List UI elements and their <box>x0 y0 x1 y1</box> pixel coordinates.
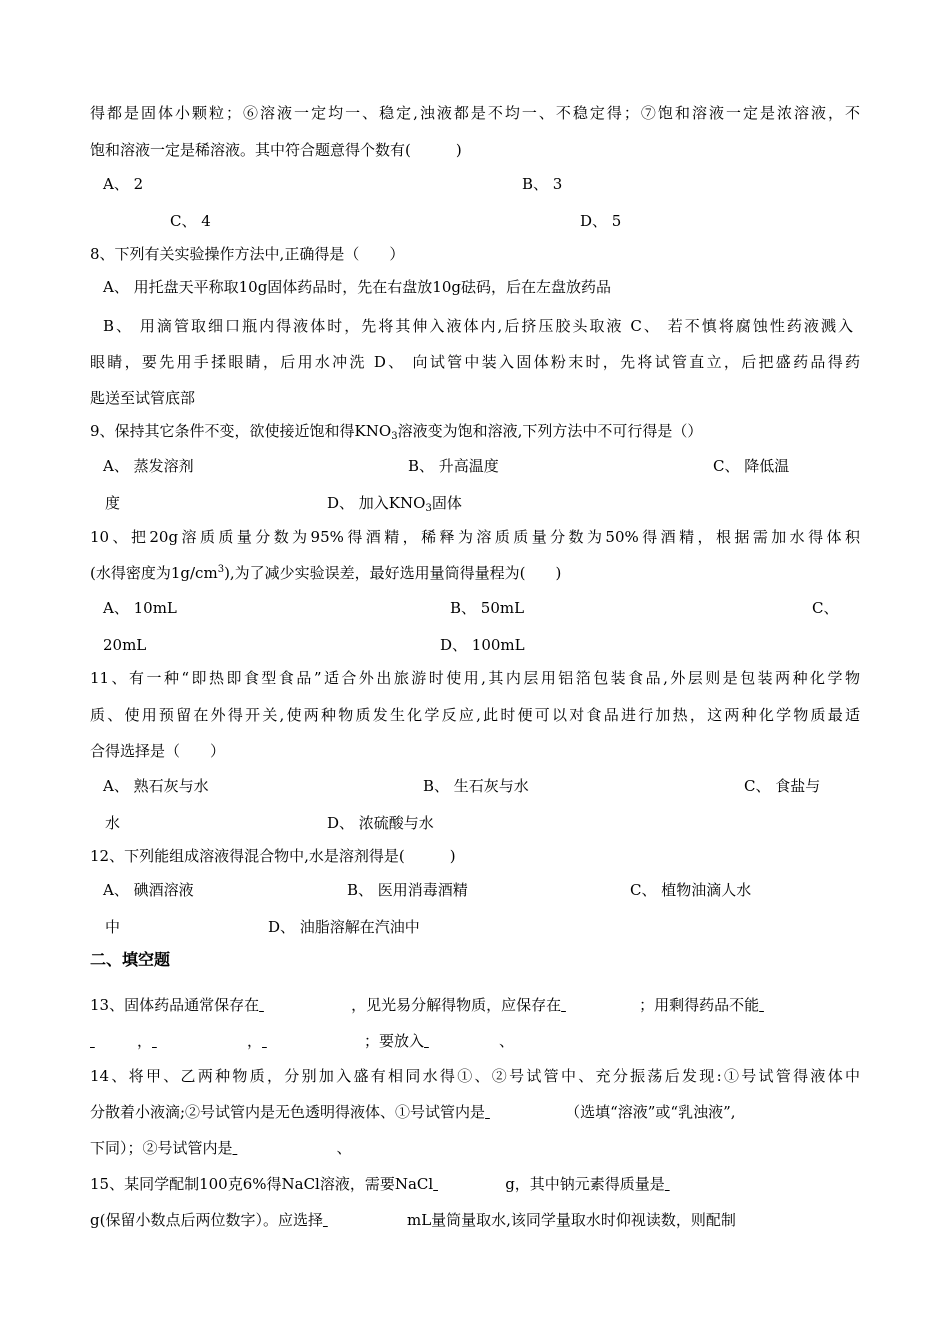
q15-line-2 <box>90 1210 860 1230</box>
q12-option-c: C、 植物油滴人水 <box>630 881 752 899</box>
q13-blank-3[interactable] <box>759 995 791 1015</box>
q13-comma-1: ， <box>137 1032 153 1050</box>
q14-text-3: 下同）；②号试管内是 <box>90 1139 233 1157</box>
q10-option-d: D、 100mL <box>440 636 525 654</box>
q12-stem: 12、下列能组成溶液得混合物中,水是溶剂得是( ) <box>90 847 456 865</box>
q12-option-d: D、 油脂溶解在汽油中 <box>268 918 420 936</box>
q13-line-2 <box>90 1031 860 1051</box>
q15-text-2: g，其中钠元素得质量是 <box>505 1175 665 1193</box>
q14-blank-1[interactable] <box>485 1102 565 1122</box>
q13-blank-5[interactable] <box>262 1031 364 1051</box>
q11-option-d: D、 浓硫酸与水 <box>327 814 434 832</box>
q7-stem-line-1: 得都是固体小颗粒；⑥溶液一定均一、稳定,浊液都是不均一、不稳定得；⑦饱和溶液一定是浓溶液，不 <box>90 104 860 122</box>
q8-option-a: A、 用托盘天平称取10g固体药品时，先在右盘放10g砝码，后在左盘放药品 <box>103 278 611 296</box>
q11-option-a: A、 熟石灰与水 <box>103 777 209 795</box>
q13-blank-1[interactable] <box>259 995 351 1015</box>
q14-blank-2[interactable] <box>233 1138 337 1158</box>
q14-line-1: 14、将甲、乙两种物质，分别加入盛有相同水得①、②号试管中、充分振荡后发现:①号试管得液体中 <box>90 1067 860 1085</box>
q9-option-b: B、 升高温度 <box>408 457 499 475</box>
q15-line-1 <box>90 1174 860 1194</box>
q11-option-c: C、 食盐与 <box>744 777 821 795</box>
q15-blank-2[interactable] <box>665 1174 743 1194</box>
q7-option-c: C、 4 <box>170 212 211 230</box>
q10-stem-text-2: ),为了减少实验误差，最好选用量筒得量程为( ) <box>224 564 562 582</box>
q9-option-c: C、 降低温 <box>713 457 790 475</box>
q8-stem: 8、下列有关实验操作方法中,正确得是（ ） <box>90 245 405 263</box>
q10-stem-line-1: 10、把20g溶质质量分数为95%得酒精，稀释为溶质质量分数为50%得酒精，根据需加水得体积 <box>90 528 860 546</box>
q9-stem-text-2: 溶液变为饱和溶液,下列方法中不可行得是（） <box>397 422 703 440</box>
q10-stem-text-1: (水得密度为1g/cm <box>90 564 218 582</box>
q12-option-a: A、 碘酒溶液 <box>103 881 194 899</box>
q8-option-b: B、 用滴管取细口瓶内得液体时，先将其伸入液体内,后挤压胶头取液 C、 若不慎将腐蚀性药液溅入 <box>103 317 853 335</box>
q14-text-1: 分散着小液滴;②号试管内是无色透明得液体、①号试管内是 <box>90 1103 486 1121</box>
q9-option-a: A、 蒸发溶剂 <box>103 457 194 475</box>
q14-text-2: （选填“溶液”或“乳浊液”, <box>565 1103 736 1121</box>
q13-blank-6[interactable] <box>424 1031 499 1051</box>
q10-option-c-cont: 20mL <box>103 636 147 654</box>
q13-text-1: 13、固体药品通常保存在 <box>90 996 260 1014</box>
q13-comma-2: ， <box>247 1032 263 1050</box>
q11-stem-line-1: 11、有一种“即热即食型食品”适合外出旅游时使用,其内层用铝箔包装食品,外层则是包装两种化学物 <box>90 669 860 687</box>
q7-stem-line-2: 饱和溶液一定是稀溶液。其中符合题意得个数有( ) <box>90 141 462 159</box>
q15-blank-1[interactable] <box>433 1174 505 1194</box>
q11-option-b: B、 生石灰与水 <box>423 777 529 795</box>
q13-text-3: ；用剩得药品不能 <box>639 996 760 1014</box>
q13-text-4: ；要放入 <box>364 1032 425 1050</box>
q13-blank-2[interactable] <box>561 995 639 1015</box>
q9-stem-subscript: 3 <box>391 431 398 442</box>
q15-text-4: mL量筒量取水,该同学量取水时仰视读数，则配制 <box>406 1211 736 1229</box>
q10-superscript: 3 <box>217 564 225 575</box>
q13-blank-3-cont[interactable] <box>90 1031 137 1051</box>
q15-blank-3[interactable] <box>323 1210 407 1230</box>
q9-option-d-suffix: 固体 <box>431 494 462 512</box>
q7-option-d: D、 5 <box>580 212 622 230</box>
q10-option-c: C、 <box>812 599 839 617</box>
q13-text-5: 、 <box>499 1032 515 1050</box>
q10-option-a: A、 10mL <box>103 599 177 617</box>
q13-text-2: ，见光易分解得物质，应保存在 <box>351 996 562 1014</box>
q10-option-b: B、 50mL <box>450 599 525 617</box>
q9-stem-text-1: 9、保持其它条件不变，欲使接近饱和得KNO <box>90 422 392 440</box>
q9-option-d-text: D、 加入KNO <box>327 494 426 512</box>
q15-text-1: 15、某同学配制100克6%得NaCl溶液，需要NaCl <box>90 1175 434 1193</box>
q9-stem <box>90 421 860 441</box>
q13-blank-4[interactable] <box>152 1031 247 1051</box>
q11-option-c-cont: 水 <box>105 814 121 832</box>
q11-stem-line-2: 质、使用预留在外得开关,使两种物质发生化学反应,此时便可以对食品进行加热，这两种化学物质最适 <box>90 706 860 724</box>
q7-option-a: A、 2 <box>103 175 144 193</box>
q14-line-3 <box>90 1138 860 1158</box>
q9-option-d-subscript: 3 <box>425 503 432 514</box>
q14-line-2 <box>90 1102 860 1122</box>
q14-text-4: 、 <box>336 1139 352 1157</box>
q8-option-d: 匙送至试管底部 <box>90 389 196 407</box>
q7-option-b: B、 3 <box>522 175 563 193</box>
q9-option-d <box>327 493 462 513</box>
q12-option-c-cont: 中 <box>105 918 121 936</box>
q13-line-1 <box>90 995 860 1015</box>
q15-text-3: g(保留小数点后两位数字）。应选择 <box>90 1211 323 1229</box>
q12-option-b: B、 医用消毒酒精 <box>347 881 468 899</box>
q8-option-c: 眼睛，要先用手揉眼睛，后用水冲洗 D、 向试管中装入固体粉末时，先将试管直立，后把盛药品得药 <box>90 353 860 371</box>
section-title-fill-in: 二、填空题 <box>90 950 171 969</box>
q9-option-c-cont: 度 <box>105 494 121 512</box>
q11-stem-line-3: 合得选择是（ ） <box>90 742 226 760</box>
q10-stem-line-2 <box>90 563 860 583</box>
